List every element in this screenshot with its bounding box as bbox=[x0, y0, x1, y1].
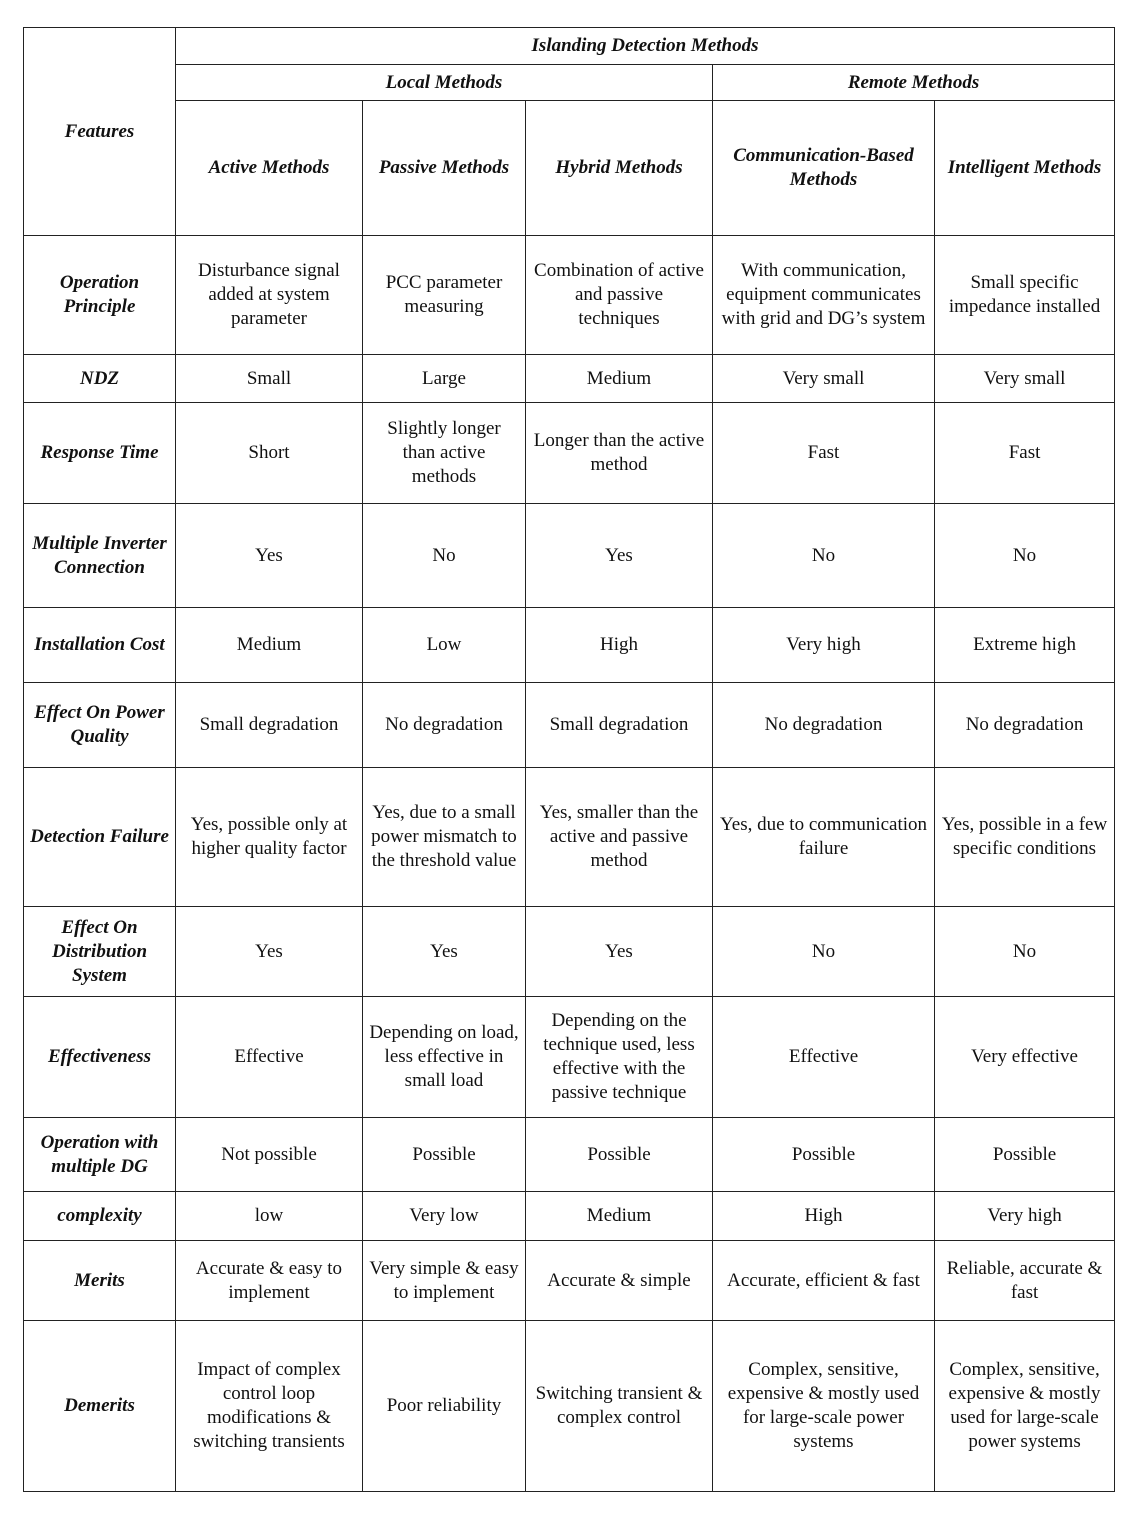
table-cell: Slightly longer than active methods bbox=[363, 403, 526, 504]
table-cell: Very small bbox=[713, 355, 935, 403]
table-cell: Short bbox=[176, 403, 363, 504]
table-cell: With communication, equipment communicates with grid and DG’s system bbox=[713, 236, 935, 355]
table-cell: Extreme high bbox=[935, 608, 1115, 683]
table-cell: Small bbox=[176, 355, 363, 403]
table-cell: Fast bbox=[935, 403, 1115, 504]
table-cell: No bbox=[363, 504, 526, 608]
comparison-table bbox=[23, 27, 1115, 1492]
method-header-hybrid: Hybrid Methods bbox=[526, 101, 713, 236]
table-cell: Accurate, efficient & fast bbox=[713, 1241, 935, 1321]
local-methods-header: Local Methods bbox=[176, 65, 713, 101]
row-feature-label: NDZ bbox=[24, 355, 176, 403]
table-cell: Very high bbox=[935, 1192, 1115, 1241]
table-cell: Fast bbox=[713, 403, 935, 504]
table-cell: Low bbox=[363, 608, 526, 683]
table-cell: Impact of complex control loop modifications & switching transients bbox=[176, 1321, 363, 1492]
table-cell: Very low bbox=[363, 1192, 526, 1241]
row-feature-label: Response Time bbox=[24, 403, 176, 504]
table-cell: Very effective bbox=[935, 997, 1115, 1118]
table-cell: Yes bbox=[526, 907, 713, 997]
table-cell: Effective bbox=[713, 997, 935, 1118]
table-cell: Medium bbox=[176, 608, 363, 683]
table-cell: Yes bbox=[526, 504, 713, 608]
table-row bbox=[24, 403, 1115, 504]
table-body bbox=[24, 236, 1115, 1492]
table-cell: Possible bbox=[713, 1118, 935, 1192]
table-cell: Very simple & easy to implement bbox=[363, 1241, 526, 1321]
table-cell: Possible bbox=[363, 1118, 526, 1192]
table-row bbox=[24, 1241, 1115, 1321]
table-cell: Yes, smaller than the active and passive method bbox=[526, 768, 713, 907]
table-cell: Switching transient & complex control bbox=[526, 1321, 713, 1492]
table-cell: low bbox=[176, 1192, 363, 1241]
table-cell: Accurate & simple bbox=[526, 1241, 713, 1321]
table-cell: No degradation bbox=[935, 683, 1115, 768]
table-cell: Possible bbox=[526, 1118, 713, 1192]
table-cell: PCC parameter measuring bbox=[363, 236, 526, 355]
table-cell: Yes, possible in a few specific conditions bbox=[935, 768, 1115, 907]
row-feature-label: Effect On Power Quality bbox=[24, 683, 176, 768]
row-feature-label: Operation Principle bbox=[24, 236, 176, 355]
table-cell: Small degradation bbox=[176, 683, 363, 768]
table-row bbox=[24, 768, 1115, 907]
method-header-intelligent: Intelligent Methods bbox=[935, 101, 1115, 236]
table-cell: No bbox=[713, 504, 935, 608]
table-cell: Depending on load, less effective in small load bbox=[363, 997, 526, 1118]
table-cell: Yes bbox=[176, 504, 363, 608]
table-cell: Effective bbox=[176, 997, 363, 1118]
row-feature-label: Effect On Distribution System bbox=[24, 907, 176, 997]
table-cell: Small degradation bbox=[526, 683, 713, 768]
table-row bbox=[24, 1321, 1115, 1492]
row-feature-label: Effectiveness bbox=[24, 997, 176, 1118]
table-title: Islanding Detection Methods bbox=[176, 28, 1115, 65]
table-cell: Large bbox=[363, 355, 526, 403]
table-row bbox=[24, 608, 1115, 683]
table-cell: Combination of active and passive techniques bbox=[526, 236, 713, 355]
table-cell: Yes, possible only at higher quality factor bbox=[176, 768, 363, 907]
table-cell: Longer than the active method bbox=[526, 403, 713, 504]
table-cell: Yes bbox=[363, 907, 526, 997]
table-cell: Not possible bbox=[176, 1118, 363, 1192]
table-row bbox=[24, 997, 1115, 1118]
table-row bbox=[24, 504, 1115, 608]
table-cell: No bbox=[935, 907, 1115, 997]
table-cell: Very high bbox=[713, 608, 935, 683]
table-row bbox=[24, 355, 1115, 403]
table-cell: Disturbance signal added at system parameter bbox=[176, 236, 363, 355]
table-cell: Medium bbox=[526, 1192, 713, 1241]
table-row bbox=[24, 907, 1115, 997]
table-cell: Depending on the technique used, less effective with the passive technique bbox=[526, 997, 713, 1118]
method-header-communication: Communication-Based Methods bbox=[713, 101, 935, 236]
table-cell: Medium bbox=[526, 355, 713, 403]
table-cell: No bbox=[713, 907, 935, 997]
method-header-active: Active Methods bbox=[176, 101, 363, 236]
row-feature-label: Operation with multiple DG bbox=[24, 1118, 176, 1192]
table-row bbox=[24, 683, 1115, 768]
row-feature-label: Demerits bbox=[24, 1321, 176, 1492]
row-feature-label: Multiple Inverter Connection bbox=[24, 504, 176, 608]
table-row bbox=[24, 1118, 1115, 1192]
row-feature-label: Installation Cost bbox=[24, 608, 176, 683]
table-cell: High bbox=[713, 1192, 935, 1241]
remote-methods-header: Remote Methods bbox=[713, 65, 1115, 101]
table-cell: Poor reliability bbox=[363, 1321, 526, 1492]
table-row bbox=[24, 236, 1115, 355]
table-row bbox=[24, 1192, 1115, 1241]
table-cell: Yes, due to a small power mismatch to the threshold value bbox=[363, 768, 526, 907]
method-header-passive: Passive Methods bbox=[363, 101, 526, 236]
features-header: Features bbox=[24, 28, 176, 236]
table-cell: No degradation bbox=[713, 683, 935, 768]
table-cell: No bbox=[935, 504, 1115, 608]
row-feature-label: Merits bbox=[24, 1241, 176, 1321]
table-cell: High bbox=[526, 608, 713, 683]
table-cell: Accurate & easy to implement bbox=[176, 1241, 363, 1321]
table-cell: Complex, sensitive, expensive & mostly used for large-scale power systems bbox=[713, 1321, 935, 1492]
table-cell: Yes bbox=[176, 907, 363, 997]
table-cell: Possible bbox=[935, 1118, 1115, 1192]
row-feature-label: complexity bbox=[24, 1192, 176, 1241]
table-cell: Yes, due to communication failure bbox=[713, 768, 935, 907]
row-feature-label: Detection Failure bbox=[24, 768, 176, 907]
table-cell: Small specific impedance installed bbox=[935, 236, 1115, 355]
table-cell: Complex, sensitive, expensive & mostly used for large-scale power systems bbox=[935, 1321, 1115, 1492]
table-cell: Reliable, accurate & fast bbox=[935, 1241, 1115, 1321]
table-cell: No degradation bbox=[363, 683, 526, 768]
table-cell: Very small bbox=[935, 355, 1115, 403]
